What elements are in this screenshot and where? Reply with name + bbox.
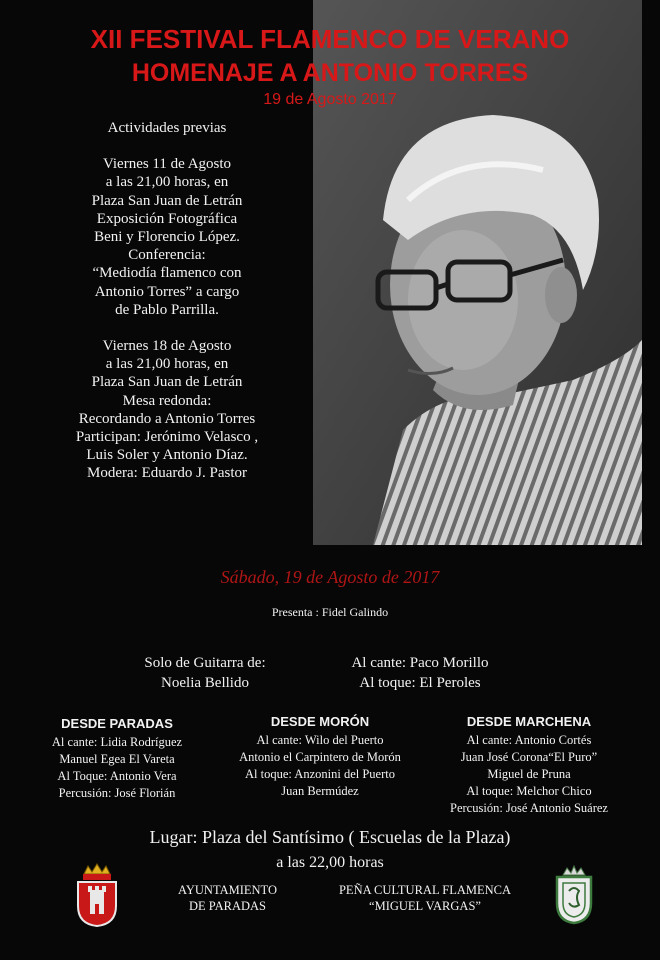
- ayuntamiento-line: DE PARADAS: [189, 899, 266, 913]
- event2-line: Mesa redonda:: [122, 392, 212, 409]
- column-marchena: [420, 713, 638, 817]
- festival-title: XII FESTIVAL FLAMENCO DE VERANO: [90, 24, 570, 54]
- main-cante: Al cante: Paco Morillo: [351, 655, 489, 671]
- column-heading: DESDE MORÓN: [270, 714, 370, 729]
- presenter: Presenta : Fidel Galindo: [271, 605, 389, 619]
- event1-line: Antonio Torres” a cargo: [94, 283, 240, 300]
- column-line: Al toque: Melchor Chico: [466, 784, 592, 798]
- column-line: Al toque: Anzonini del Puerto: [245, 767, 395, 781]
- event1-line: de Pablo Parrilla.: [115, 301, 219, 318]
- solo-artist: Noelia Bellido: [161, 675, 249, 691]
- event1-line: Plaza San Juan de Letrán: [91, 192, 243, 209]
- solo-label: Solo de Guitarra de:: [144, 655, 266, 671]
- pena-line: “MIGUEL VARGAS”: [369, 899, 481, 913]
- event1-line: “Mediodía flamenco con: [92, 265, 242, 282]
- column-heading: DESDE PARADAS: [61, 716, 173, 731]
- event2-line: Plaza San Juan de Letrán: [91, 374, 243, 391]
- column-paradas: [22, 715, 212, 802]
- event2-line: Viernes 18 de Agosto: [102, 338, 232, 355]
- pena-line: PEÑA CULTURAL FLAMENCA: [338, 883, 511, 897]
- event2-line: Recordando a Antonio Torres: [78, 410, 256, 427]
- event1-line: Viernes 11 de Agosto: [102, 156, 232, 173]
- paradas-coat-of-arms-icon: [74, 862, 120, 928]
- festival-date: 19 de Agosto 2017: [263, 91, 397, 108]
- guitar-solo: [100, 653, 310, 693]
- previous-activities: [22, 119, 312, 483]
- column-line: Miguel de Pruna: [487, 767, 571, 781]
- main-event-date: Sábado, 19 de Agosto de 2017: [220, 567, 440, 587]
- main-performers: [320, 653, 520, 693]
- main-toque: Al toque: El Peroles: [359, 675, 481, 691]
- previous-activities-heading: Actividades previas: [107, 120, 227, 136]
- column-line: Al cante: Wilo del Puerto: [256, 733, 384, 747]
- event2-line: Participan: Jerónimo Velasco ,: [75, 429, 259, 446]
- event2-line: a las 21,00 horas, en: [105, 356, 229, 373]
- event1-line: a las 21,00 horas, en: [105, 174, 229, 191]
- event2-line: Luis Soler y Antonio Díaz.: [86, 447, 248, 464]
- column-heading: DESDE MARCHENA: [466, 714, 592, 729]
- column-line: Al Toque: Antonio Vera: [57, 769, 177, 783]
- column-line: Al cante: Lidia Rodríguez: [51, 735, 183, 749]
- column-line: Juan José Corona“El Puro”: [460, 750, 598, 764]
- column-line: Al cante: Antonio Cortés: [466, 733, 592, 747]
- column-line: Antonio el Carpintero de Morón: [239, 750, 401, 764]
- column-line: Percusión: José Antonio Suárez: [450, 801, 608, 815]
- event1-line: Beni y Florencio López.: [94, 229, 240, 246]
- pena-label: [305, 882, 545, 914]
- event1-line: Conferencia:: [128, 247, 206, 264]
- homage-subtitle: HOMENAJE A ANTONIO TORRES: [131, 59, 529, 87]
- column-moron: [205, 713, 435, 800]
- venue-time: a las 22,00 horas: [276, 854, 384, 871]
- venue-place: Lugar: Plaza del Santísimo ( Escuelas de la Plaza): [149, 827, 511, 847]
- ayuntamiento-line: AYUNTAMIENTO: [178, 883, 277, 897]
- event2-line: Modera: Eduardo J. Pastor: [87, 465, 247, 482]
- column-line: Manuel Egea El Vareta: [59, 752, 175, 766]
- column-line: Percusión: José Florián: [58, 786, 176, 800]
- event1-line: Exposición Fotográfica: [96, 210, 238, 227]
- column-line: Juan Bermúdez: [281, 784, 359, 798]
- ayuntamiento-label: [155, 882, 300, 914]
- pena-emblem-icon: [553, 865, 595, 925]
